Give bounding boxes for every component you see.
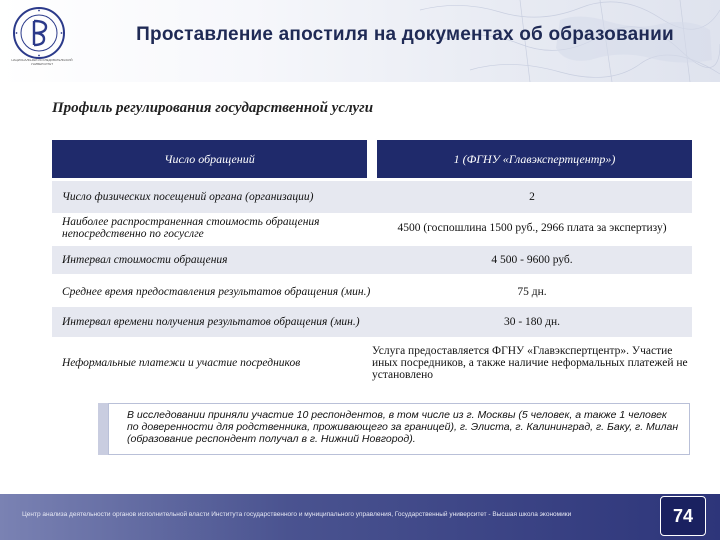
note-accent-bar bbox=[98, 403, 108, 455]
table-row bbox=[52, 337, 692, 389]
row-label: Среднее время предоставления результатов обращения (мин.) bbox=[52, 277, 372, 307]
row-value: 75 дн. bbox=[372, 277, 692, 307]
section-subtitle: Профиль регулирования государственной услуги bbox=[52, 100, 374, 116]
row-value: 4500 (госпошлина 1500 руб., 2966 плата за экспертизу) bbox=[372, 213, 692, 243]
header-left: Число обращений bbox=[52, 140, 372, 178]
table-row bbox=[52, 307, 692, 337]
row-value: 30 - 180 дн. bbox=[372, 307, 692, 337]
row-label: Наиболее распространенная стоимость обращения непосредственно по госуслге bbox=[52, 213, 372, 243]
header-band bbox=[0, 0, 720, 82]
row-label: Интервал времени получения результатов обращения (мин.) bbox=[52, 307, 372, 337]
footer-text: Центр анализа деятельности органов исполнительной власти Института государственного и муниципального управления, Государственный университет - Высшая школа экономики bbox=[22, 511, 572, 518]
row-value: Услуга предоставляется ФГНУ «Главэкспертцентр». Участие иных посредников, а также наличие неформальных платежей не установлено bbox=[372, 337, 692, 389]
footer-band bbox=[0, 494, 720, 540]
row-value: 2 bbox=[372, 181, 692, 213]
logo-caption: НАЦИОНАЛЬНЫЙ ИССЛЕДОВАТЕЛЬСКИЙ УНИВЕРСИТЕТ bbox=[11, 58, 73, 66]
header-right: 1 (ФГНУ «Главэкспертцентр») bbox=[372, 140, 692, 178]
row-label: Интервал стоимости обращения bbox=[52, 246, 372, 274]
hse-logo bbox=[12, 6, 66, 60]
service-profile-table bbox=[52, 140, 692, 389]
row-label: Число физических посещений органа (организации) bbox=[52, 181, 372, 213]
table-row bbox=[52, 213, 692, 243]
page-title: Проставление апостиля на документах об образовании bbox=[136, 24, 674, 45]
table-row bbox=[52, 246, 692, 274]
table-row bbox=[52, 277, 692, 307]
table-header-row bbox=[52, 140, 692, 178]
row-value: 4 500 - 9600 руб. bbox=[372, 246, 692, 274]
page-number: 74 bbox=[660, 496, 706, 536]
research-note: В исследовании приняли участие 10 респондентов, в том числе из г. Москвы (5 человек, а также 1 человек по доверенности для родственника, проживающего за границей), г. Элиста, г. Калининград, г. Баку, г. Милан (образование респондент получал в г. Нижний Новгород). bbox=[108, 403, 690, 455]
table-row bbox=[52, 181, 692, 213]
row-label: Неформальные платежи и участие посредников bbox=[52, 337, 372, 389]
